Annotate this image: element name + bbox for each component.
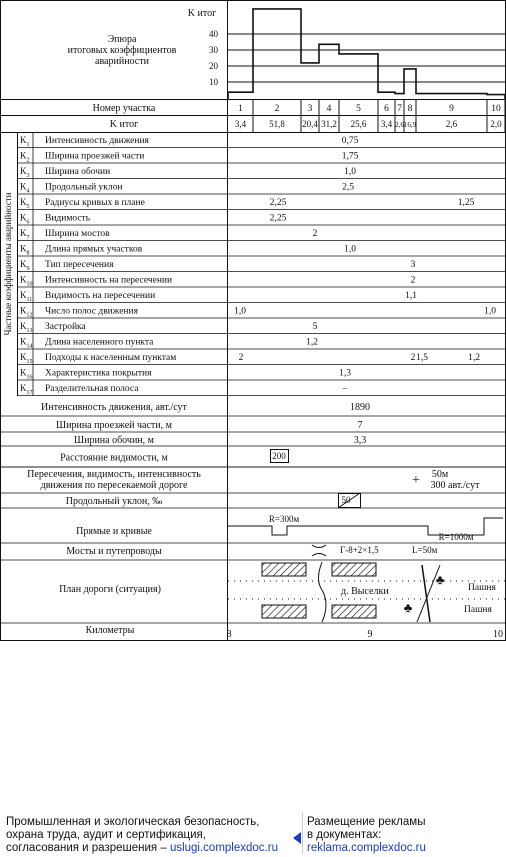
intersections-label-line-2: движения по пересекаемой дороге xyxy=(40,480,188,491)
section-number-6: 6 xyxy=(384,104,389,114)
footer-ads-line-1: Размещение рекламы xyxy=(307,816,426,828)
coef-row-k12 xyxy=(17,303,506,319)
coef-label: Видимость xyxy=(45,213,91,224)
epure-segment-8 xyxy=(404,69,416,99)
coef-symbol-index: 11 xyxy=(26,297,33,303)
curves-label: Прямые и кривые xyxy=(76,526,152,537)
bridge-size: Г-8+2×1,5 xyxy=(340,545,379,555)
coef-row-k2 xyxy=(17,148,506,164)
epure-segment-3 xyxy=(301,63,319,99)
coef-label: Радиусы кривых в плане xyxy=(45,198,145,208)
epure-line xyxy=(228,9,505,99)
coef-label: Подходы к населенным пунктам xyxy=(45,353,177,363)
coef-symbol: $K_9$ xyxy=(20,259,30,272)
section-number-5: 5 xyxy=(356,104,361,114)
village-name: д. Выселки xyxy=(341,586,389,597)
coef-label: Характеристика покрытия xyxy=(45,368,152,379)
plan-label: План дороги (ситуация) xyxy=(59,584,161,595)
field-label-1: Пашня xyxy=(468,583,496,593)
coef-label: Ширина проезжей части xyxy=(45,151,145,162)
coef-value: 0,75 xyxy=(341,136,359,146)
coef-label: Число полос движения xyxy=(45,306,138,317)
coef-value: 2 xyxy=(312,229,318,239)
coef-row-k1 xyxy=(17,132,506,148)
coef-symbol: $K_{17}$ xyxy=(20,383,33,396)
coef-symbol-index: 14 xyxy=(26,343,33,350)
coef-label: Видимость на пересечении xyxy=(45,291,156,301)
coef-row-k13 xyxy=(17,318,506,334)
coef-row-k7 xyxy=(17,225,506,241)
footer xyxy=(0,808,506,857)
y-tick-40: 40 xyxy=(209,29,218,39)
km-9: 9 xyxy=(367,629,373,640)
coef-label: Длина прямых участков xyxy=(45,244,143,255)
section-number-8: 8 xyxy=(407,104,413,114)
section-number-9: 9 xyxy=(449,104,454,114)
coef-value: 3 xyxy=(410,260,416,270)
y-tick-30: 30 xyxy=(209,45,218,55)
tree-icon-2: ♣ xyxy=(403,600,413,615)
coef-value: 1,75 xyxy=(341,151,359,162)
coef-symbol-index: 3 xyxy=(26,173,30,179)
footer-services-line-1: Промышленная и экологическая безопасность, xyxy=(6,816,260,828)
info-label-4: Расстояние видимости, м xyxy=(60,452,168,464)
info-value-3: 3,3 xyxy=(353,435,367,446)
field-label-2: Пашня xyxy=(464,605,492,615)
coef-row-k8 xyxy=(17,241,506,257)
footer-services-link[interactable]: uslugi.complexdoc.ru xyxy=(169,842,278,854)
coef-value: 1,0 xyxy=(344,244,356,255)
coef-value: 1,0 xyxy=(234,306,246,317)
coef-label: Ширина мостов xyxy=(45,229,110,239)
footer-ads xyxy=(307,816,502,855)
coef-value: 2,5 xyxy=(342,182,354,193)
k-itog-value-2: 51,8 xyxy=(269,119,285,129)
village-block-3 xyxy=(262,605,306,618)
y-tick-20: 20 xyxy=(209,61,218,71)
coef-symbol: $K_6$ xyxy=(20,212,30,226)
bridges-label: Мосты и путепроводы xyxy=(66,546,162,557)
section-number-3: 3 xyxy=(307,104,313,114)
curves-row xyxy=(76,514,503,542)
bridge-icon xyxy=(312,545,326,556)
river-line xyxy=(319,562,327,622)
intersection-distance: 50м xyxy=(431,469,449,480)
coef-symbol: $K_{10}$ xyxy=(20,274,33,288)
coef-value: 1,1 xyxy=(405,291,417,301)
coef-value: 1,3 xyxy=(339,368,351,379)
epure-segment-4 xyxy=(319,44,339,99)
km-10: 10 xyxy=(493,629,503,640)
coef-row-k17 xyxy=(17,380,506,396)
coef-value: 5 xyxy=(312,322,318,332)
tree-icon-1: ♣ xyxy=(435,572,445,587)
epure-label-line-1: Эпюра xyxy=(107,34,137,45)
coef-symbol: $K_{11}$ xyxy=(20,290,33,303)
k-itog-value-8: 16,9 xyxy=(403,121,417,129)
coef-row-k14 xyxy=(17,334,506,350)
km-8: 8 xyxy=(226,629,232,640)
coef-symbol-index: 16 xyxy=(26,374,33,381)
coef-symbol-index: 2 xyxy=(26,157,30,164)
village-block-1 xyxy=(262,563,306,576)
epure-header xyxy=(68,8,217,67)
section-number-2: 2 xyxy=(274,104,280,114)
coef-symbol-index: 10 xyxy=(26,281,33,288)
coef-symbol-index: 9 xyxy=(26,266,30,272)
epure-segment-5 xyxy=(339,54,378,99)
coef-symbol-index: 12 xyxy=(26,312,33,319)
curve-radius-1: R=300м xyxy=(268,514,300,524)
footer-divider xyxy=(302,812,303,854)
coef-symbol: $K_{14}$ xyxy=(20,336,33,350)
k-itog-value-7: 2,6 xyxy=(395,121,404,129)
footer-services-line-2: охрана труда, аудит и сертификация, xyxy=(6,829,206,841)
vertical-label: Частные коэффициенты аварийности xyxy=(3,192,13,336)
kilometers-row xyxy=(86,625,503,640)
coef-row-k15 xyxy=(17,349,506,365)
coef-row-k11 xyxy=(17,287,506,303)
coef-symbol: $K_5$ xyxy=(20,197,30,210)
coef-row-k16 xyxy=(17,365,506,381)
coef-symbol: $K_3$ xyxy=(20,166,30,179)
km-label: Километры xyxy=(85,625,135,636)
k-itog-value-3: 20,4 xyxy=(302,119,318,129)
coef-symbol-index: 7 xyxy=(26,235,30,241)
intersections-row xyxy=(27,469,480,491)
bridge-length: L=50м xyxy=(412,545,438,555)
slope-label: Продольный уклон, ‰ xyxy=(65,496,163,507)
coef-row-k3 xyxy=(17,163,506,179)
footer-services-line-3: согласования и разрешения – uslugi.complexdoc.ru xyxy=(6,842,278,854)
coef-label: Длина населенного пункта xyxy=(45,337,154,348)
coef-row-k9 xyxy=(17,256,506,272)
epure-segment-7 xyxy=(395,94,404,99)
footer-ads-line-2: в документах: xyxy=(307,829,382,841)
coef-label: Разделительная полоса xyxy=(45,384,139,394)
section-number-header: Номер участка xyxy=(92,103,156,114)
arrow-left-icon xyxy=(293,832,301,844)
epure-segment-2 xyxy=(253,9,301,99)
coef-value: 1,5 xyxy=(416,353,428,363)
coef-symbol: $K_{15}$ xyxy=(20,352,33,365)
coef-value: 2 xyxy=(410,275,416,286)
curve-radius-2: R=1000м xyxy=(438,532,474,542)
intersections-label-line-1: Пересечения, видимость, интенсивность xyxy=(27,469,201,480)
coef-value: 1,25 xyxy=(457,198,475,208)
coef-symbol-index: 13 xyxy=(26,328,33,334)
section-number-1: 1 xyxy=(238,104,243,114)
coef-symbol-index: 4 xyxy=(26,188,30,195)
village-block-2 xyxy=(332,563,376,576)
coef-row-k4 xyxy=(17,179,506,195)
coef-label: Тип пересечения xyxy=(45,260,114,270)
coef-label: Интенсивность движения xyxy=(45,136,149,146)
info-value-1: 1890 xyxy=(350,402,370,413)
coef-symbol: $K_7$ xyxy=(20,228,30,241)
footer-services xyxy=(6,816,296,855)
intersection-traffic: 300 авт./сут xyxy=(430,480,480,491)
info-label-3: Ширина обочин, м xyxy=(74,435,154,446)
epure-label-line-3: аварийности xyxy=(95,56,149,67)
info-value-2: 7 xyxy=(357,420,363,431)
coef-value: 2 xyxy=(410,353,416,363)
coef-row-k6 xyxy=(17,210,506,226)
coef-symbol: $K_{13}$ xyxy=(20,321,33,334)
coef-row-k5 xyxy=(17,194,506,210)
section-number-7: 7 xyxy=(397,104,402,114)
k-itog-value-4: 31,2 xyxy=(321,119,337,129)
coef-value: 2 xyxy=(238,353,244,363)
info-value-4: 200 xyxy=(272,451,286,461)
k-itog-row-header: K итог xyxy=(109,119,139,130)
coef-label: Ширина обочин xyxy=(45,167,111,177)
coef-value: 2,25 xyxy=(269,198,287,208)
k-itog-value-5: 25,6 xyxy=(350,119,367,129)
bridges-row xyxy=(66,545,437,557)
coef-symbol: $K_2$ xyxy=(20,150,30,164)
section-number-10: 10 xyxy=(491,104,501,114)
section-number-4: 4 xyxy=(326,104,332,114)
footer-ads-link[interactable]: reklama.complexdoc.ru xyxy=(307,842,426,854)
coef-label: Продольный уклон xyxy=(45,182,123,193)
coef-symbol-index: 6 xyxy=(26,219,30,226)
coef-symbol-index: 15 xyxy=(26,359,33,365)
coef-value: 2,25 xyxy=(269,213,287,224)
epure-segment-9 xyxy=(416,94,487,99)
coef-value: 1,2 xyxy=(468,353,480,363)
epure-segment-6 xyxy=(378,92,395,99)
info-label-2: Ширина проезжей части, м xyxy=(56,420,172,431)
coef-row-k10 xyxy=(17,272,506,288)
info-label-1: Интенсивность движения, авт./сут xyxy=(41,402,187,413)
k-itog-value-10: 2,0 xyxy=(490,119,502,129)
coef-value: 1,0 xyxy=(484,306,496,317)
coef-symbol-index: 5 xyxy=(26,204,30,210)
slope-row xyxy=(66,493,361,508)
coef-label: Застройка xyxy=(45,322,86,332)
coef-symbol: $K_{16}$ xyxy=(20,367,33,381)
intersection-cross-icon: + xyxy=(412,473,420,488)
coef-symbol: $K_4$ xyxy=(20,181,30,195)
road-plan xyxy=(59,562,505,622)
coef-symbol-index: 17 xyxy=(26,390,33,396)
coef-symbol: $K_1$ xyxy=(20,135,30,148)
k-itog-value-1: 3,4 xyxy=(234,119,247,129)
coef-value: 1,0 xyxy=(344,167,356,177)
epure-segment-1 xyxy=(228,92,253,99)
coef-symbol-index: 8 xyxy=(26,250,30,257)
coef-label: Интенсивность на пересечении xyxy=(45,275,173,286)
k-itog-value-9: 2,6 xyxy=(445,119,458,129)
coef-symbol-index: 1 xyxy=(26,142,30,148)
coef-symbol: $K_8$ xyxy=(20,243,30,257)
epure-label-line-2: итоговых коэффициентов xyxy=(67,45,177,56)
epure-k-itog-label: K итог xyxy=(187,8,217,19)
coef-value: 1,2 xyxy=(306,337,318,348)
coef-symbol: $K_{12}$ xyxy=(20,305,33,319)
y-tick-10: 10 xyxy=(209,77,218,87)
slope-value: 50 xyxy=(341,495,351,505)
k-itog-value-6: 3,4 xyxy=(380,119,393,129)
coef-value: – xyxy=(342,384,348,394)
village-block-4 xyxy=(332,605,376,618)
